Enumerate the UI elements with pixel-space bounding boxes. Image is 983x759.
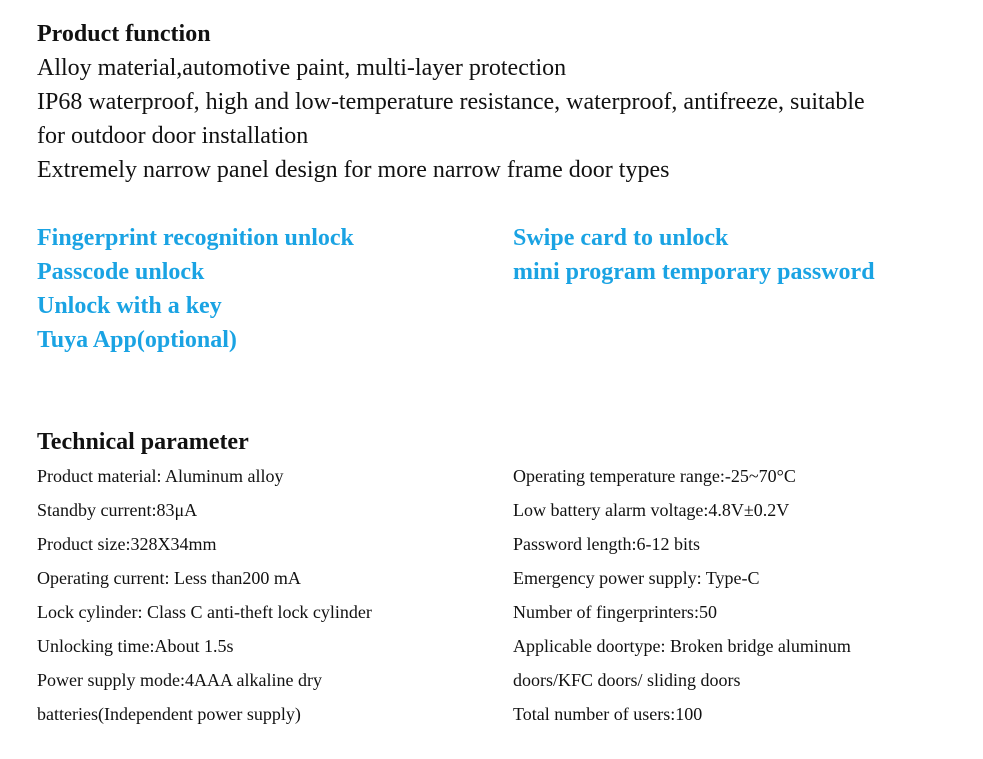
- param-right-item: Operating temperature range:-25~70°C: [513, 466, 796, 486]
- unlock-method-passcode: Passcode unlock: [37, 259, 205, 285]
- param-left-item: Product material: Aluminum alloy: [37, 466, 284, 486]
- param-right-item: Emergency power supply: Type-C: [513, 568, 760, 588]
- param-left-item: batteries(Independent power supply): [37, 704, 301, 724]
- param-left-item: Lock cylinder: Class C anti-theft lock cylinder: [37, 602, 372, 622]
- param-right-item: Low battery alarm voltage:4.8V±0.2V: [513, 500, 790, 520]
- unlock-method-key: Unlock with a key: [37, 293, 222, 319]
- product-function-line: Extremely narrow panel design for more narrow frame door types: [37, 157, 670, 183]
- param-left-item: Operating current: Less than200 mA: [37, 568, 301, 588]
- unlock-method-card: Swipe card to unlock: [513, 225, 729, 251]
- param-right-item: Number of fingerprinters:50: [513, 602, 717, 622]
- product-function-line: for outdoor door installation: [37, 123, 309, 149]
- param-right-item: doors/KFC doors/ sliding doors: [513, 670, 741, 690]
- unlock-method-tuya-app: Tuya App(optional): [37, 327, 237, 353]
- param-left-item: Product size:328X34mm: [37, 534, 217, 554]
- param-left-item: Unlocking time:About 1.5s: [37, 636, 234, 656]
- param-right-item: Applicable doortype: Broken bridge aluminum: [513, 636, 851, 656]
- param-left-item: Power supply mode:4AAA alkaline dry: [37, 670, 322, 690]
- product-function-title: Product function: [37, 21, 211, 47]
- product-function-line: IP68 waterproof, high and low-temperature resistance, waterproof, antifreeze, suitable: [37, 89, 865, 115]
- product-function-line: Alloy material,automotive paint, multi-layer protection: [37, 55, 567, 81]
- param-left-item: Standby current:83μA: [37, 500, 198, 520]
- unlock-method-mini-program: mini program temporary password: [513, 259, 875, 285]
- param-right-item: Total number of users:100: [513, 704, 703, 724]
- unlock-method-fingerprint: Fingerprint recognition unlock: [37, 225, 354, 251]
- technical-parameter-title: Technical parameter: [37, 429, 249, 455]
- param-right-item: Password length:6-12 bits: [513, 534, 700, 554]
